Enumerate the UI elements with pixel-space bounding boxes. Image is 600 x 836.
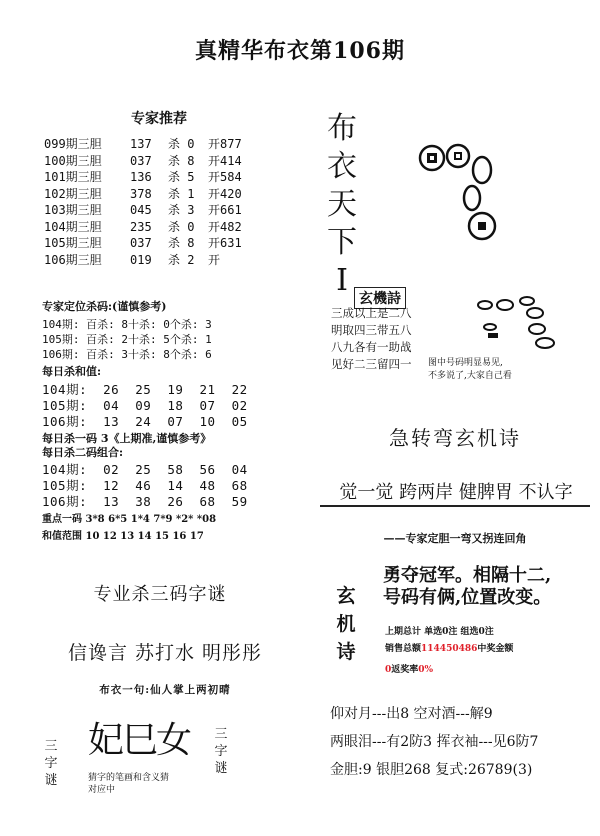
poem-title: 玄機詩 xyxy=(354,287,406,309)
coin-sketch-top xyxy=(400,130,510,260)
expert-code: 037 xyxy=(130,236,152,250)
kill-panel xyxy=(30,290,288,542)
two-code-line-3: 106期: 13 38 26 68 59 xyxy=(42,494,248,509)
expert-row xyxy=(44,186,242,203)
expert-row xyxy=(44,252,242,269)
expert-period: 099期三胆 xyxy=(44,137,102,151)
poem-note xyxy=(428,357,512,383)
expert-code: 019 xyxy=(130,252,152,267)
riddle-poem-line-2: 号码有俩,位置改变。 xyxy=(383,587,552,608)
kill-title: 专家定位杀码:(谨慎参考) xyxy=(42,300,167,313)
bottom-line-2: 两眼泪---有2防3 挥衣袖---见6防7 xyxy=(330,734,539,750)
fei-sub xyxy=(88,772,169,796)
jackpot-label: 中奖金额 xyxy=(477,644,514,654)
fei-sub-line-2: 对应中 xyxy=(88,785,116,795)
return-label: 返奖率 xyxy=(391,665,419,675)
expert-open: 开482 xyxy=(208,219,242,234)
poem-note-line-2: 不多说了,大家自己看 xyxy=(428,371,512,381)
expert-kill: 杀 2 xyxy=(168,252,195,267)
fei-nv-riddle: 妃巳女 xyxy=(88,720,191,761)
expert-dingdan: ——专家定胆一弯又拐连回角 xyxy=(383,532,527,545)
expert-open: 开631 xyxy=(208,236,242,250)
page-title: 真精华布衣第106期 xyxy=(195,38,405,64)
sum-line-2: 105期: 04 09 18 07 02 xyxy=(42,398,248,413)
sum-range: 和值范围 10 12 13 14 15 16 17 xyxy=(42,531,204,542)
expert-kill: 杀 8 xyxy=(168,236,195,250)
two-code-line-1: 104期: 02 25 58 56 04 xyxy=(42,462,248,477)
expert-open: 开420 xyxy=(208,186,242,201)
expert-period: 100期三胆 xyxy=(44,153,102,168)
expert-code: 235 xyxy=(130,219,152,234)
two-code-title: 每日杀二码组合: xyxy=(42,446,124,459)
buyi-sentence: 布衣一句:仙人掌上两初晴 xyxy=(99,684,231,696)
poem-line-4: 见好二三留四一 xyxy=(331,357,412,371)
expert-rows xyxy=(44,136,242,268)
expert-period: 101期三胆 xyxy=(44,170,102,184)
expert-code: 137 xyxy=(130,137,152,151)
expert-row xyxy=(44,169,242,186)
expert-row xyxy=(44,153,242,170)
poem-lines xyxy=(331,305,412,373)
expert-code: 045 xyxy=(130,203,152,217)
return-rate xyxy=(385,662,433,675)
expert-title: 专家推荐 xyxy=(131,111,187,127)
bottom-line-3: 金胆:9 银胆268 复式:26789(3) xyxy=(330,762,533,778)
expert-open: 开 xyxy=(208,252,221,267)
expert-code: 378 xyxy=(130,186,152,201)
expert-kill: 杀 5 xyxy=(168,170,195,184)
two-code-line-2: 105期: 12 46 14 48 68 xyxy=(42,478,248,493)
sales-label: 销售总额 xyxy=(385,644,422,654)
sum-line-3: 106期: 13 24 07 10 05 xyxy=(42,414,248,429)
expert-period: 102期三胆 xyxy=(44,186,102,201)
fei-sub-line-1: 猜字的笔画和含义猜 xyxy=(88,773,170,783)
stats-line-1: 上期总计 单选0注 组选0注 xyxy=(385,627,494,637)
bottom-line-1: 仰对月---出8 空对酒---解9 xyxy=(330,706,493,722)
riddle-poem-line-1: 勇夺冠军。相隔十二, xyxy=(383,565,552,586)
expert-period: 103期三胆 xyxy=(44,203,102,217)
jizhuan-title: 急转弯玄机诗 xyxy=(389,426,521,450)
focus-code: 重点一码 3*8 6*5 1*4 7*9 *2* *08 xyxy=(42,514,217,525)
expert-open: 开584 xyxy=(208,170,242,184)
expert-period: 105期三胆 xyxy=(44,236,102,250)
riddle-words: 信谗言 苏打水 明彤彤 xyxy=(67,642,263,664)
riddle-poem xyxy=(383,565,551,609)
sanzi-left: 三 字 谜 xyxy=(44,739,58,788)
kill-pos-line-3: 106期: 百杀: 3十杀: 8个杀: 6 xyxy=(42,348,212,361)
expert-period: 106期三胆 xyxy=(44,252,102,267)
one-code-title: 每日杀一码 3《上期准,谨慎参考》 xyxy=(42,432,212,445)
stats-block xyxy=(385,624,513,658)
expert-kill: 杀 3 xyxy=(168,203,195,217)
sum-title: 每日杀和值: xyxy=(42,365,102,378)
expert-open: 开414 xyxy=(208,153,242,168)
expert-open: 开661 xyxy=(208,203,242,217)
expert-code: 136 xyxy=(130,170,152,184)
expert-row xyxy=(44,136,242,153)
return-value: 0% xyxy=(418,665,434,675)
poem-line-1: 三成以上是二八 xyxy=(331,306,412,320)
expert-open: 开877 xyxy=(208,137,242,151)
xuanji-vertical: 玄 机 诗 xyxy=(336,585,356,663)
coin-sketch-poem xyxy=(475,293,575,355)
divider xyxy=(320,505,590,507)
expert-period: 104期三胆 xyxy=(44,219,102,234)
expert-row xyxy=(44,219,242,236)
poem-line-2: 明取四三带五八 xyxy=(331,323,412,337)
riddle-line: 觉一觉 跨两岸 健脾胃 不认字 xyxy=(339,482,573,503)
expert-kill: 杀 0 xyxy=(168,219,195,234)
poem-note-line-1: 图中号码明显易见, xyxy=(428,358,503,368)
expert-kill: 杀 1 xyxy=(168,186,195,201)
expert-row xyxy=(44,235,242,252)
kill-pos-line-2: 105期: 百杀: 2十杀: 5个杀: 1 xyxy=(42,333,212,346)
kill-pos-line-1: 104期: 百杀: 8十杀: 0个杀: 3 xyxy=(42,318,212,331)
poem-line-3: 八九各有一助战 xyxy=(331,340,412,354)
sum-line-1: 104期: 26 25 19 21 22 xyxy=(42,382,248,397)
expert-code: 037 xyxy=(130,153,152,168)
buyi-vertical-title: 布 衣 天 下 I xyxy=(327,111,357,298)
pro-riddle-title: 专业杀三码字谜 xyxy=(93,584,227,605)
expert-row xyxy=(44,202,242,219)
sanzi-right: 三 字 谜 xyxy=(214,727,228,776)
expert-kill: 杀 0 xyxy=(168,137,195,151)
expert-kill: 杀 8 xyxy=(168,153,195,168)
expert-panel xyxy=(30,100,288,278)
return-prefix: 0 xyxy=(385,665,392,675)
bottom-right-block xyxy=(330,700,538,784)
sales-value: 114450486 xyxy=(421,644,478,654)
stats-line-2 xyxy=(385,641,513,658)
